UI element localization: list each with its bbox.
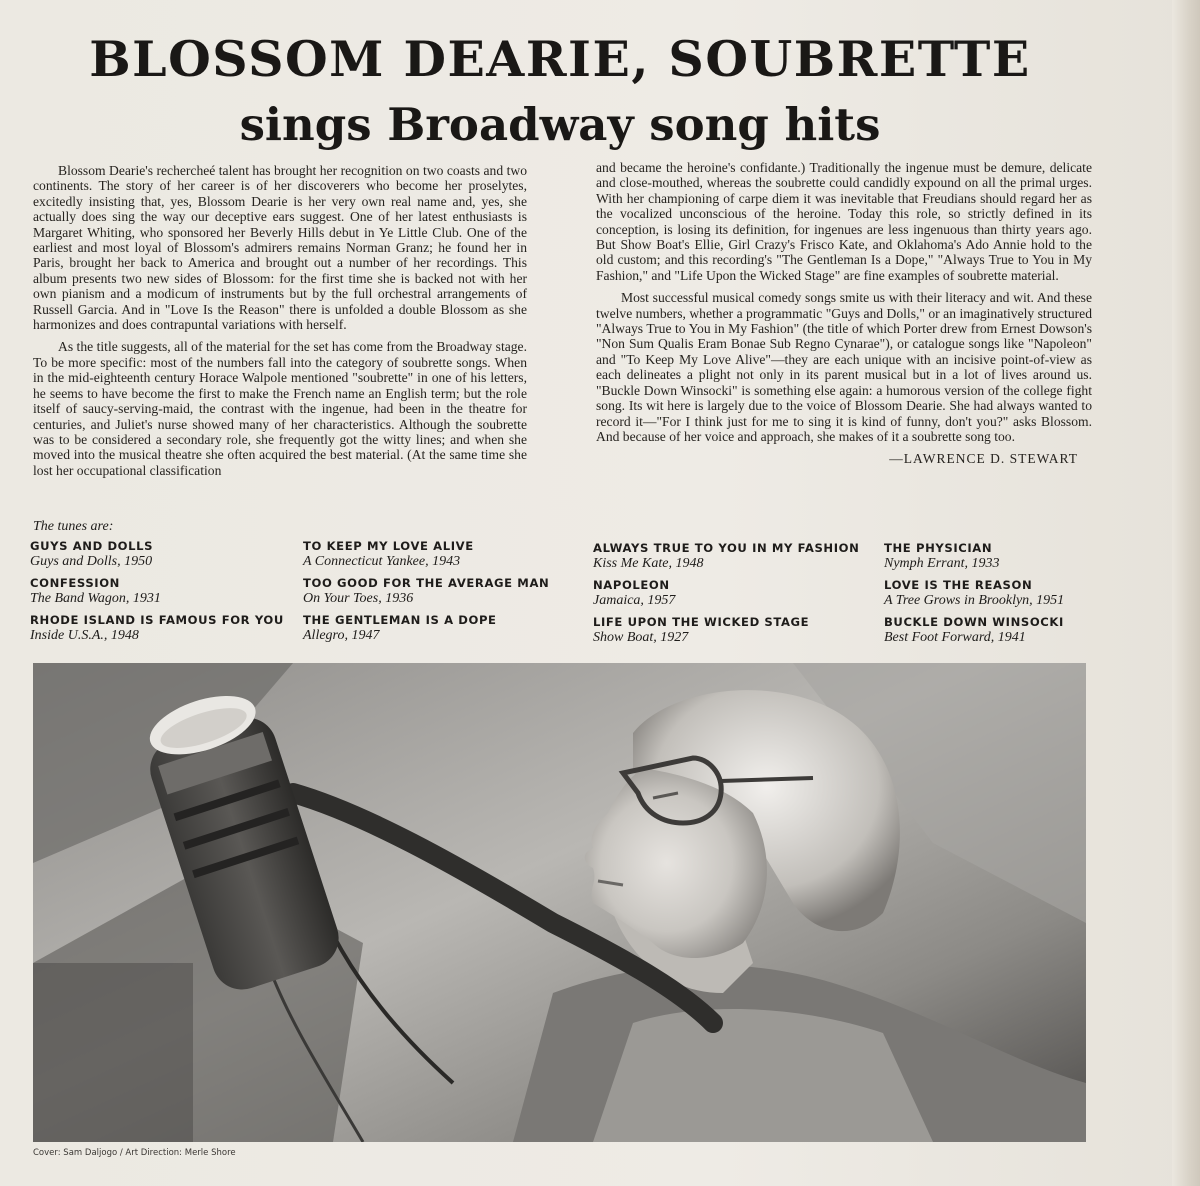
tune-item: [884, 614, 1064, 651]
tune-item: [30, 612, 284, 649]
tune-list-column: [303, 538, 549, 649]
tune-show: Best Foot Forward, 1941: [884, 630, 1026, 645]
tune-title: GUYS AND DOLLS: [30, 539, 154, 553]
tune-title: RHODE ISLAND IS FAMOUS FOR YOU: [30, 613, 284, 627]
tune-item: [303, 575, 549, 612]
tune-show: Allegro, 1947: [303, 628, 380, 643]
tune-item: [593, 614, 859, 651]
tune-show: Jamaica, 1957: [593, 593, 676, 608]
notes-paragraph: Most successful musical comedy songs smite us with their literacy and wit. And these twelve numbers, whether a programmatic "Guys and Dolls," or an imaginatively structured "Always True to You in My Fashion" (the title of which Porter drew from Ernest Dowson's "Non Sum Qualis Eram Bonae Sub Regno Cynarae"), or catalogue songs like "Napoleon" and "To Keep My Love Alive"—they are each unique with an incisive point-of-view as each delineates a plight not only in its parent musical but in a lot of lives around us. "Buckle Down Winsocki" is something else again: a humorous version of the college fight song. Its wit here is largely due to the voice of Blossom Dearie. She had always wanted to record it—"For I think just for me to sing it is kind of funny, don't you?" asks Blossom. And because of her voice and approach, she makes of it a soubrette song too.: [596, 290, 1092, 444]
tune-item: [884, 577, 1064, 614]
tune-show: Show Boat, 1927: [593, 630, 689, 645]
tune-item: [884, 540, 1064, 577]
tune-title: TOO GOOD FOR THE AVERAGE MAN: [303, 576, 550, 590]
tune-item: [593, 577, 859, 614]
liner-notes-right-column: [596, 160, 1092, 467]
album-subtitle: sings Broadway song hits: [239, 98, 881, 151]
tune-item: [30, 575, 284, 612]
notes-paragraph: As the title suggests, all of the material for the set has come from the Broadway stage. To be more specific: most of the numbers fall into the category of soubrette songs. When in the mid-eighteenth century Horace Walpole mentioned "soubrette" in one of his letters, he seems to have become the first to make the French name an English term; but the role itself of saucy-serving-maid, the contrast with the ingenue, had been in the theatre for centuries, and Juliet's nurse showed many of her characteristics. Although the soubrette was to be considered a secondary role, she frequently got the witty lines; and when she moved into the musical theatre she often acquired the best material. (At the same time she lost her occupational classification: [33, 339, 527, 478]
tunes-heading: The tunes are:: [33, 519, 114, 534]
tune-item: [593, 540, 859, 577]
author-signature: —LAWRENCE D. STEWART: [889, 451, 1078, 467]
tune-title: NAPOLEON: [593, 578, 670, 592]
tune-item: [30, 538, 284, 575]
tune-show: On Your Toes, 1936: [303, 591, 414, 606]
tune-show: A Connecticut Yankee, 1943: [303, 554, 461, 569]
tune-title: LIFE UPON THE WICKED STAGE: [593, 615, 810, 629]
tune-show: Kiss Me Kate, 1948: [593, 556, 704, 571]
tune-show: A Tree Grows in Brooklyn, 1951: [884, 593, 1065, 608]
photo-credit: Cover: Sam Daljogo / Art Direction: Merle Shore: [33, 1148, 236, 1158]
tune-show: The Band Wagon, 1931: [30, 591, 161, 606]
tune-list-column: [30, 538, 284, 649]
tune-show: Nymph Errant, 1933: [884, 556, 1000, 571]
singer-at-microphone-photo: [33, 663, 1086, 1142]
notes-paragraph: and became the heroine's confidante.) Traditionally the ingenue must be demure, delicate and close-mouthed, whereas the soubrette could candidly expound on all the primal urges. With her championing of carpe diem it was inevitable that Freudians should regard her as the vocalized unconscious of the heroine. Today this role, so strictly defined in its conception, is losing its definition, for ingenues are less ingenuous than thirty years ago. But Show Boat's Ellie, Girl Crazy's Frisco Kate, and Oklahoma's Ado Annie hold to the old custom; and this recording's "The Gentleman Is a Dope," "Always True to You in My Fashion," and "Life Upon the Wicked Stage" are fine examples of soubrette material.: [596, 160, 1092, 283]
tune-show: Inside U.S.A., 1948: [30, 628, 139, 643]
tune-title: THE GENTLEMAN IS A DOPE: [303, 613, 497, 627]
tune-title: CONFESSION: [30, 576, 120, 590]
tune-list-column: [884, 540, 1064, 651]
tune-title: BUCKLE DOWN WINSOCKI: [884, 615, 1064, 629]
tune-item: [303, 612, 549, 649]
page-spine-shadow: [1172, 0, 1200, 1186]
tune-title: LOVE IS THE REASON: [884, 578, 1033, 592]
tune-title: TO KEEP MY LOVE ALIVE: [303, 539, 474, 553]
tune-list-column: [593, 540, 859, 651]
tune-title: THE PHYSICIAN: [884, 541, 993, 555]
liner-notes-left-column: [33, 163, 527, 485]
album-title: BLOSSOM DEARIE, SOUBRETTE: [89, 30, 1031, 88]
tune-title: ALWAYS TRUE TO YOU IN MY FASHION: [593, 541, 860, 555]
notes-paragraph: Blossom Dearie's rechercheé talent has brought her recognition on two coasts and two continents. The story of her career is of her discoverers who become her proselytes, excitedly insisting that, yes, Blossom Dearie is her very own real name and, yes, she actually does sing the way our deceptive ears suggest. One of her latest enthusiasts is Margaret Whiting, who sponsored her Beverly Hills debut in Ye Little Club. One of the earliest and most loyal of Blossom's admirers remains Norman Granz; he found her in Paris, brought her back to America and brought out a number of her recordings. This album presents two new sides of Blossom: for the first time she is backed not with her own pianism and a modicum of instruments but by the full orchestral arrangements of Russell Garcia. And in "Love Is the Reason" there is unfolded a double Blossom as she harmonizes and does contrapuntal variations with herself.: [33, 163, 527, 333]
tune-item: [303, 538, 549, 575]
tune-show: Guys and Dolls, 1950: [30, 554, 153, 569]
